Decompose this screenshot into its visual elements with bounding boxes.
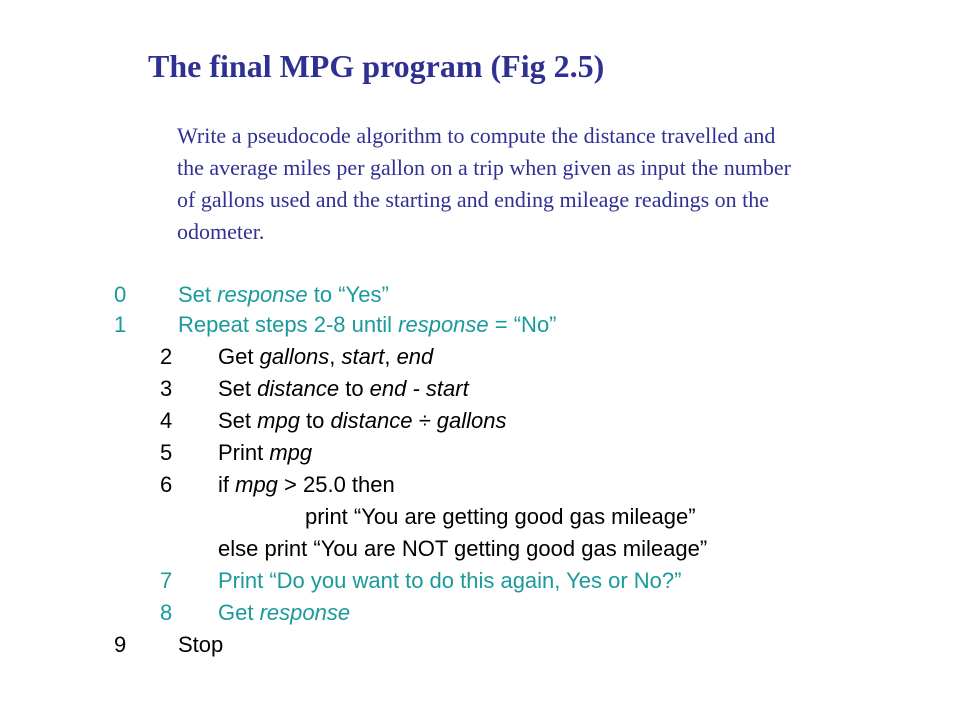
description-line-3: of gallons used and the starting and ending mileage readings on the [177, 187, 770, 212]
step-text: Set response to “Yes” [178, 282, 389, 307]
step-text: Print “Do you want to do this again, Yes or No?” [218, 568, 682, 593]
step-number: 3 [160, 376, 173, 401]
step-number: 8 [160, 600, 173, 625]
step-number: 5 [160, 440, 173, 465]
step-text: Set mpg to distance ÷ gallons [218, 408, 507, 433]
step-number: 4 [160, 408, 173, 433]
step-text: Set distance to end - start [218, 376, 469, 401]
step-text: Get response [218, 600, 351, 625]
step-text: else print “You are NOT getting good gas mileage” [218, 536, 708, 561]
step-number: 6 [160, 472, 173, 497]
step-number: 7 [160, 568, 173, 593]
step-text: Stop [178, 632, 224, 657]
step-number: 1 [114, 312, 127, 337]
step-6-then [305, 502, 696, 532]
step-number: 0 [114, 282, 127, 307]
description-line-4: odometer. [177, 219, 265, 244]
step-number: 2 [160, 344, 173, 369]
step-6-else [218, 534, 707, 564]
step-number: 9 [114, 632, 127, 657]
step-text: if mpg > 25.0 then [218, 472, 395, 497]
step-text: Repeat steps 2-8 until response = “No” [178, 312, 557, 337]
step-text: Print mpg [218, 440, 313, 465]
problem-description [177, 120, 937, 248]
description-line-2: the average miles per gallon on a trip when given as input the number [177, 155, 791, 180]
step-text: print “You are getting good gas mileage” [305, 504, 696, 529]
description-line-1: Write a pseudocode algorithm to compute the distance travelled and [177, 123, 776, 148]
step-text: Get gallons, start, end [218, 344, 434, 369]
slide-title: The final MPG program (Fig 2.5) [148, 48, 605, 84]
